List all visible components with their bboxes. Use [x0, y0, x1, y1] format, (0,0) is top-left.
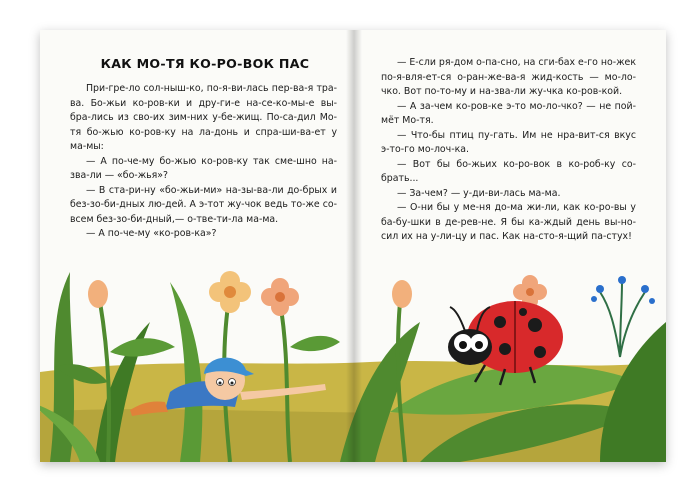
paragraph: — За-чем? — у-ди-ви-лась ма-ма.: [397, 187, 561, 199]
paragraph: При-гре-ло сол-ныш-ко, по-я-ви-лась пер-ва-я тра-ва. Бо-жьи ко-ров-ки и дру-ги-е на-се-ко-мы-е вы-бра-лись из сво-их зим-них у-бе-жищ. По-са-дил Мо-тя бо-жью ко-ров-ку на ла-донь и спра-ши-ва-ет у ма-мы:: [70, 83, 337, 152]
leaf: [290, 336, 340, 351]
right-page-text: [381, 56, 636, 245]
paragraph: — В ста-ри-ну «бо-жьи-ми» на-зы-ва-ли до-брых и без-зо-би-дных лю-дей. А э-тот жу-чок ведь то-же со-всем без-зо-би-дный,— о-тве-ти-ла ма-ма.: [70, 184, 337, 225]
paragraph: — Что-бы птиц пу-гать. Им не нра-вит-ся вкус э-то-го мо-лоч-ка.: [381, 129, 636, 155]
book-gutter: [346, 30, 362, 462]
paragraph: — А за-чем ко-ров-ке э-то мо-ло-чко? — не пой-мёт Мо-тя.: [381, 100, 636, 126]
flower: [261, 278, 299, 316]
paragraph: — А по-че-му бо-жью ко-ров-ку так сме-шно на-зва-ли — «бо-жья»?: [70, 155, 337, 181]
leaf: [110, 338, 175, 356]
flower-bud: [88, 280, 108, 308]
open-book: [40, 30, 666, 462]
paragraph: — А по-че-му «ко-ров-ка»?: [86, 228, 217, 239]
paragraph: — Вот бы бо-жьих ко-ро-вок в ко-роб-ку со-брать...: [381, 158, 636, 184]
story-title: КАК МО-ТЯ КО-РО-ВОК ПАС: [100, 56, 310, 71]
paragraph: — Е-сли ря-дом о-па-сно, на сги-бах е-го но-жек по-я-вля-ет-ся о-ран-же-ва-я жид-кость — мо-ло-чко. Вот по-то-му и на-зва-ли жу-чка ко-ров-кой.: [381, 57, 636, 97]
left-page-text: [70, 82, 337, 242]
flower: [209, 271, 251, 313]
flower-bud: [392, 280, 412, 308]
paragraph: — О-ни бы у ме-ня до-ма жи-ли, как ко-ро-вы у ба-бу-шки в де-рев-не. Я бы ка-ждый день вы-но-сил их на у-ли-цу и пас. Как на-сто-я-щий па-стух!: [381, 202, 636, 242]
